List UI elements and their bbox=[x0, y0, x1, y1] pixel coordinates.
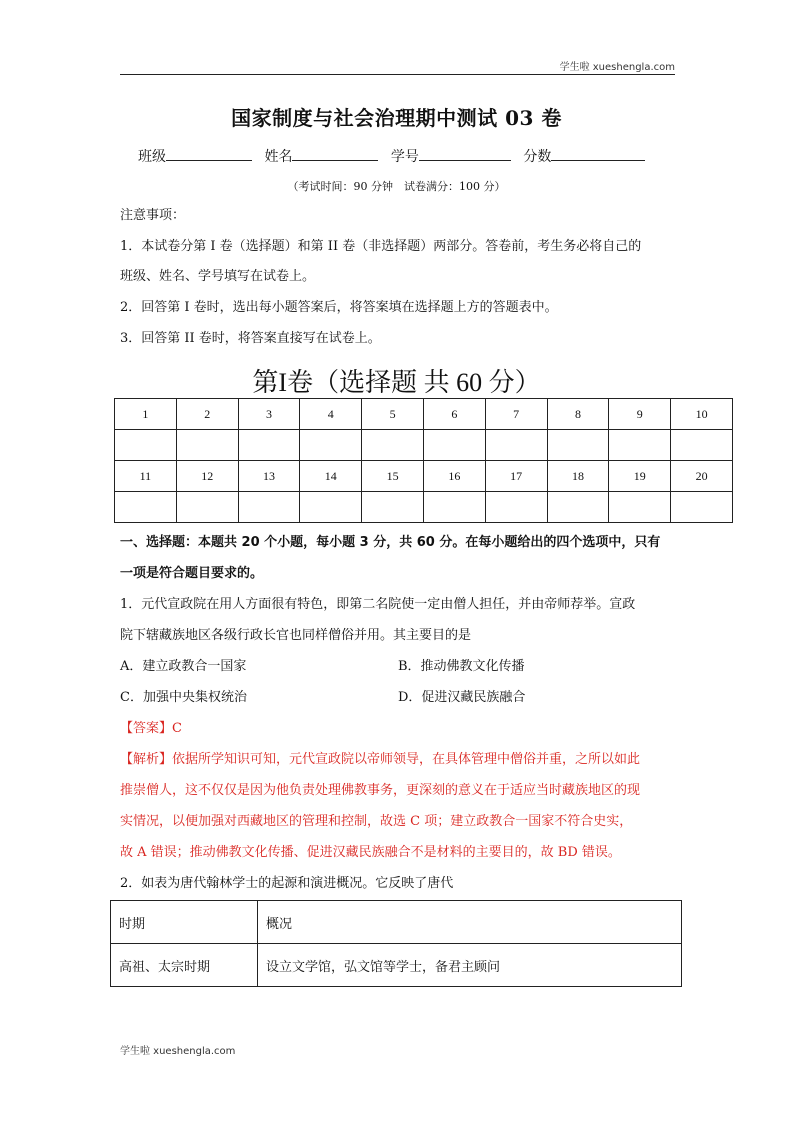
student-no-label: 学号 bbox=[390, 149, 419, 165]
student-info-fields bbox=[138, 146, 698, 166]
table-header-cell: 概况 bbox=[258, 901, 682, 944]
answer-cell[interactable] bbox=[485, 492, 547, 523]
student-no-blank[interactable] bbox=[419, 146, 511, 161]
exam-time-info: （考试时间：90 分钟 试卷满分：100 分） bbox=[287, 180, 506, 193]
grid-number: 6 bbox=[423, 399, 485, 430]
page-header bbox=[120, 58, 675, 75]
grid-number: 19 bbox=[609, 461, 671, 492]
answer-cell[interactable] bbox=[423, 430, 485, 461]
name-blank[interactable] bbox=[292, 146, 378, 161]
answer-cell[interactable] bbox=[547, 492, 609, 523]
answer-cell[interactable] bbox=[671, 430, 733, 461]
answer-cell[interactable] bbox=[300, 492, 362, 523]
grid-number: 17 bbox=[485, 461, 547, 492]
grid-number: 14 bbox=[300, 461, 362, 492]
table-header-cell: 时期 bbox=[111, 901, 258, 944]
tang-hanlin-table bbox=[110, 900, 682, 987]
section-instructions: 一项是符合题目要求的。 bbox=[120, 566, 264, 581]
note-item: 1．本试卷分第 I 卷（选择题）和第 II 卷（非选择题）两部分。答卷前，考生务必将自己的 bbox=[120, 239, 642, 254]
answer-grid-number-row bbox=[115, 461, 733, 492]
question-1-stem: 院下辖藏族地区各级行政长官也同样僧俗并用。其主要目的是 bbox=[120, 628, 472, 643]
grid-number: 16 bbox=[423, 461, 485, 492]
answer-cell[interactable] bbox=[176, 492, 238, 523]
grid-number: 13 bbox=[238, 461, 300, 492]
answer-cell[interactable] bbox=[238, 430, 300, 461]
option-c[interactable]: C．加强中央集权统治 bbox=[120, 690, 247, 705]
grid-number: 15 bbox=[362, 461, 424, 492]
class-label: 班级 bbox=[138, 149, 166, 165]
section-instructions: 一、选择题：本题共 20 个小题，每小题 3 分，共 60 分。在每小题给出的四个选项中，只有 bbox=[120, 535, 661, 550]
answer-cell[interactable] bbox=[547, 430, 609, 461]
grid-number: 11 bbox=[115, 461, 177, 492]
grid-number: 2 bbox=[176, 399, 238, 430]
class-blank[interactable] bbox=[166, 146, 252, 161]
analysis-text: 【解析】依据所学知识可知，元代宣政院以帝师领导，在具体管理中僧俗并重，之所以如此 bbox=[120, 752, 641, 767]
grid-number: 9 bbox=[609, 399, 671, 430]
answer-cell[interactable] bbox=[671, 492, 733, 523]
note-item: 3．回答第 II 卷时，将答案直接写在试卷上。 bbox=[120, 331, 381, 346]
header-site-text: 学生啦 xueshengla.com bbox=[559, 62, 675, 73]
analysis-text: 推崇僧人，这不仅仅是因为他负责处理佛教事务，更深刻的意义在于适应当时藏族地区的现 bbox=[120, 783, 641, 798]
answer-cell[interactable] bbox=[115, 430, 177, 461]
answer-cell[interactable] bbox=[609, 492, 671, 523]
grid-number: 1 bbox=[115, 399, 177, 430]
question-1-stem: 1．元代宣政院在用人方面很有特色，即第二名院使一定由僧人担任，并由帝师荐举。宣政 bbox=[120, 597, 636, 612]
notes-heading: 注意事项： bbox=[120, 208, 186, 223]
section-title: 第I卷（选择题 共 60 分） bbox=[252, 368, 541, 397]
score-blank[interactable] bbox=[551, 146, 645, 161]
analysis-text: 实情况，以便加强对西藏地区的管理和控制，故选 C 项；建立政教合一国家不符合史实， bbox=[120, 814, 633, 829]
grid-number: 8 bbox=[547, 399, 609, 430]
grid-number: 4 bbox=[300, 399, 362, 430]
page-footer: 学生啦 xueshengla.com bbox=[120, 1046, 236, 1057]
answer-cell[interactable] bbox=[300, 430, 362, 461]
answer-label: 【答案】C bbox=[120, 721, 182, 736]
analysis-text: 故 A 错误；推动佛教文化传播、促进汉藏民族融合不是材料的主要目的，故 BD 错误。 bbox=[120, 845, 621, 860]
grid-number: 10 bbox=[671, 399, 733, 430]
score-label: 分数 bbox=[523, 149, 552, 165]
name-label: 姓名 bbox=[264, 149, 293, 165]
table-cell: 高祖、太宗时期 bbox=[111, 944, 258, 987]
table-row bbox=[111, 944, 682, 987]
answer-cell[interactable] bbox=[362, 430, 424, 461]
table-cell: 设立文学馆，弘文馆等学士，备君主顾问 bbox=[258, 944, 682, 987]
answer-grid bbox=[114, 398, 733, 523]
answer-cell[interactable] bbox=[115, 492, 177, 523]
grid-number: 18 bbox=[547, 461, 609, 492]
answer-cell[interactable] bbox=[362, 492, 424, 523]
note-item: 班级、姓名、学号填写在试卷上。 bbox=[120, 269, 316, 284]
grid-number: 7 bbox=[485, 399, 547, 430]
grid-number: 3 bbox=[238, 399, 300, 430]
answer-cell[interactable] bbox=[485, 430, 547, 461]
option-a[interactable]: A．建立政教合一国家 bbox=[120, 659, 247, 674]
grid-number: 20 bbox=[671, 461, 733, 492]
page-title: 国家制度与社会治理期中测试 03 卷 bbox=[231, 106, 562, 130]
answer-cell[interactable] bbox=[238, 492, 300, 523]
question-2-stem: 2．如表为唐代翰林学士的起源和演进概况。它反映了唐代 bbox=[120, 876, 454, 891]
table-header-row bbox=[111, 901, 682, 944]
answer-cell[interactable] bbox=[609, 430, 671, 461]
answer-grid-number-row bbox=[115, 399, 733, 430]
option-b[interactable]: B．推动佛教文化传播 bbox=[398, 659, 525, 674]
answer-grid-blank-row bbox=[115, 430, 733, 461]
option-d[interactable]: D．促进汉藏民族融合 bbox=[398, 690, 526, 705]
note-item: 2．回答第 I 卷时，选出每小题答案后，将答案填在选择题上方的答题表中。 bbox=[120, 300, 558, 315]
answer-cell[interactable] bbox=[176, 430, 238, 461]
grid-number: 12 bbox=[176, 461, 238, 492]
answer-grid-blank-row bbox=[115, 492, 733, 523]
answer-cell[interactable] bbox=[423, 492, 485, 523]
grid-number: 5 bbox=[362, 399, 424, 430]
